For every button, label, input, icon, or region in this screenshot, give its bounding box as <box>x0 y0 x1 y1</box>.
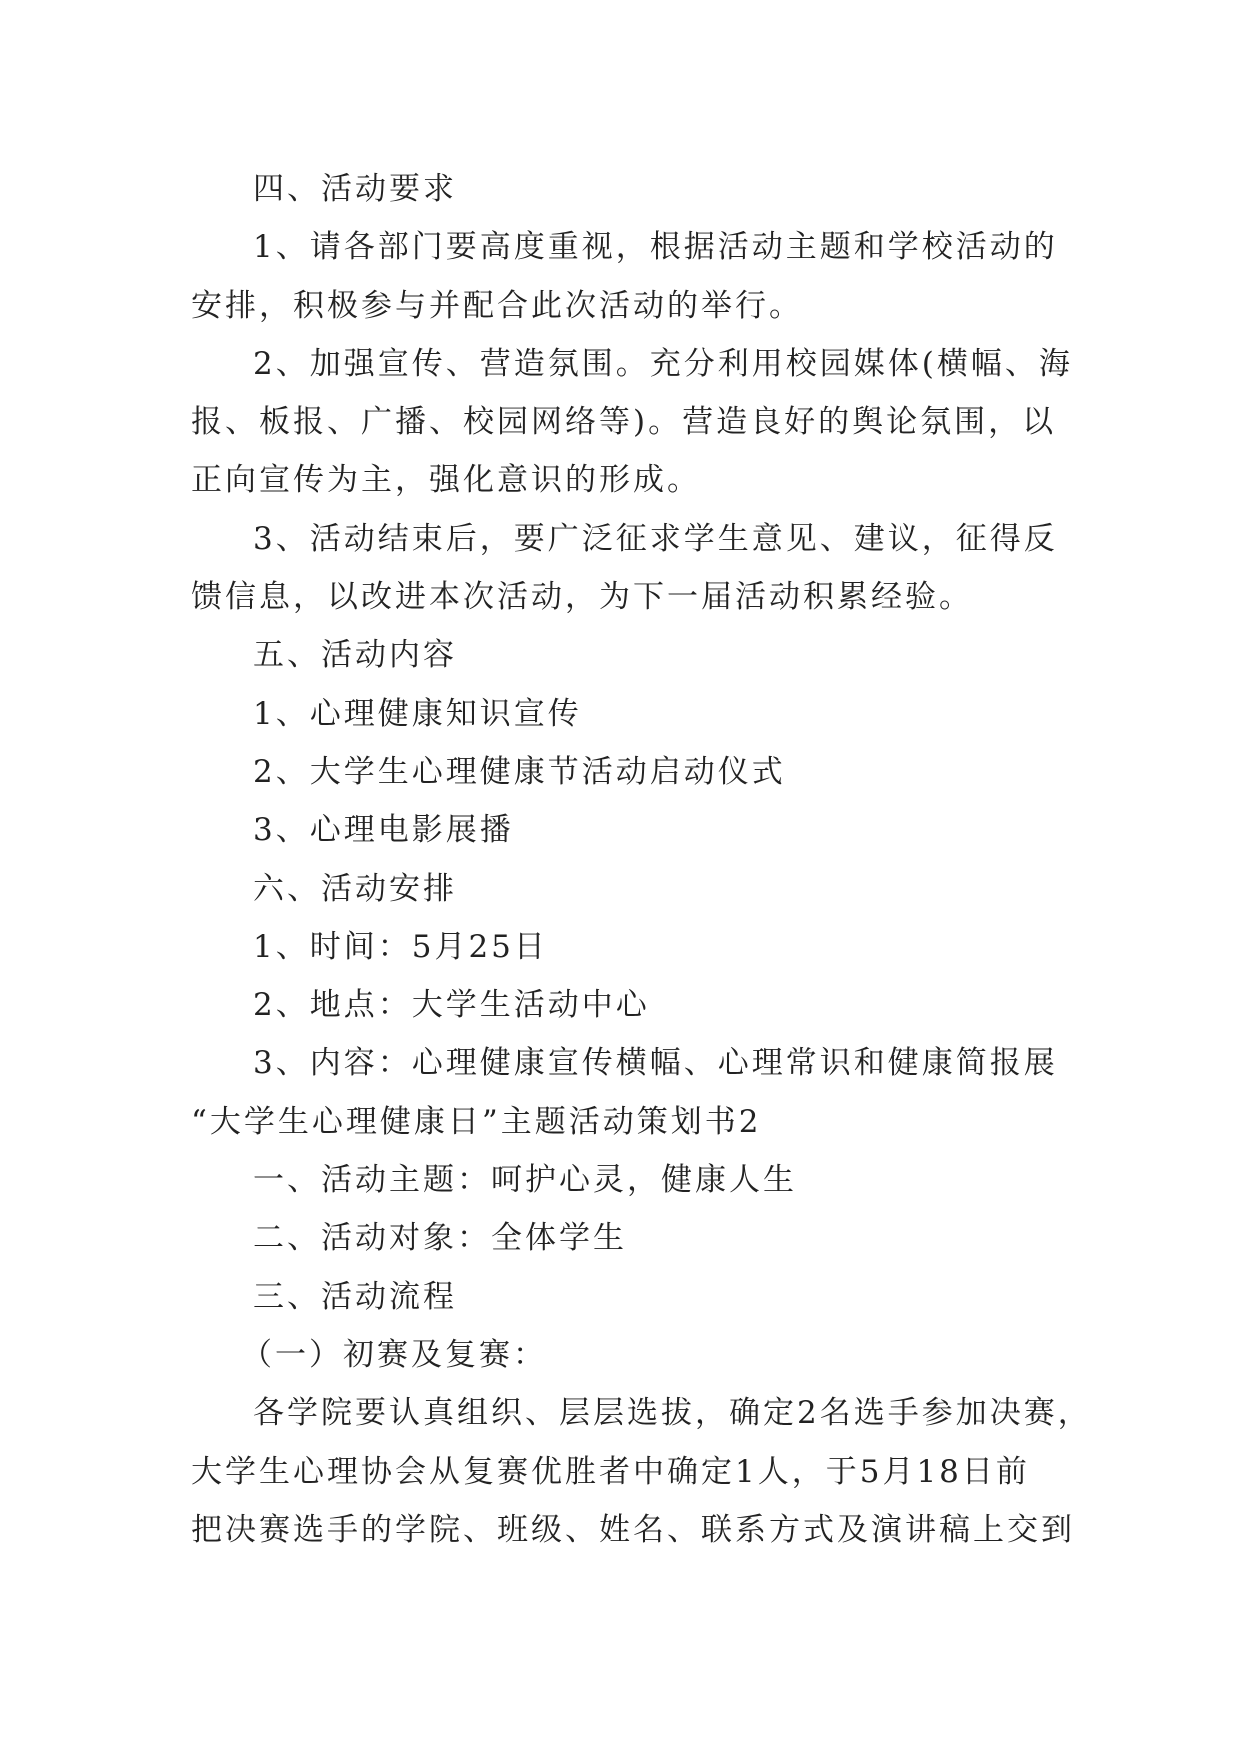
section-heading-arrangement: 六、活动安排 <box>253 870 457 907</box>
document-subtitle: “大学生心理健康日”主题活动策划书2 <box>191 1103 762 1140</box>
list-item: 2、地点：大学生活动中心 <box>253 987 650 1024</box>
paragraph-line: 安排，积极参与并配合此次活动的举行。 <box>191 287 803 324</box>
section-heading-audience: 二、活动对象：全体学生 <box>253 1220 627 1257</box>
list-item: 3、内容：心理健康宣传横幅、心理常识和健康简报展 <box>253 1045 1058 1082</box>
section-heading-content: 五、活动内容 <box>253 637 457 674</box>
paragraph-line: 馈信息，以改进本次活动，为下一届活动积累经验。 <box>191 579 973 616</box>
section-heading-process: 三、活动流程 <box>253 1278 457 1315</box>
paragraph-line: 正向宣传为主，强化意识的形成。 <box>191 462 701 499</box>
list-item: 1、时间：5月25日 <box>253 928 548 965</box>
subsection-heading: （一）初赛及复赛： <box>241 1336 547 1373</box>
paragraph-line: 各学院要认真组织、层层选拔，确定2名选手参加决赛， <box>253 1395 1092 1432</box>
document-body <box>191 160 1092 1559</box>
paragraph-line: 3、活动结束后，要广泛征求学生意见、建议，征得反 <box>253 520 1058 557</box>
paragraph-line: 2、加强宣传、营造氛围。充分利用校园媒体(横幅、海 <box>253 345 1073 382</box>
paragraph-line: 1、请各部门要高度重视，根据活动主题和学校活动的 <box>253 229 1058 266</box>
paragraph-line: 把决赛选手的学院、班级、姓名、联系方式及演讲稿上交到 <box>191 1511 1075 1548</box>
paragraph-line: 报、板报、广播、校园网络等)。营造良好的舆论氛围，以 <box>191 404 1057 441</box>
list-item: 3、心理电影展播 <box>253 812 514 849</box>
list-item: 2、大学生心理健康节活动启动仪式 <box>253 753 786 790</box>
section-heading-theme: 一、活动主题：呵护心灵，健康人生 <box>253 1162 797 1199</box>
paragraph-line: 大学生心理协会从复赛优胜者中确定1人，于5月18日前 <box>191 1453 1030 1490</box>
section-heading-requirements: 四、活动要求 <box>253 171 457 207</box>
list-item: 1、心理健康知识宣传 <box>253 695 582 732</box>
